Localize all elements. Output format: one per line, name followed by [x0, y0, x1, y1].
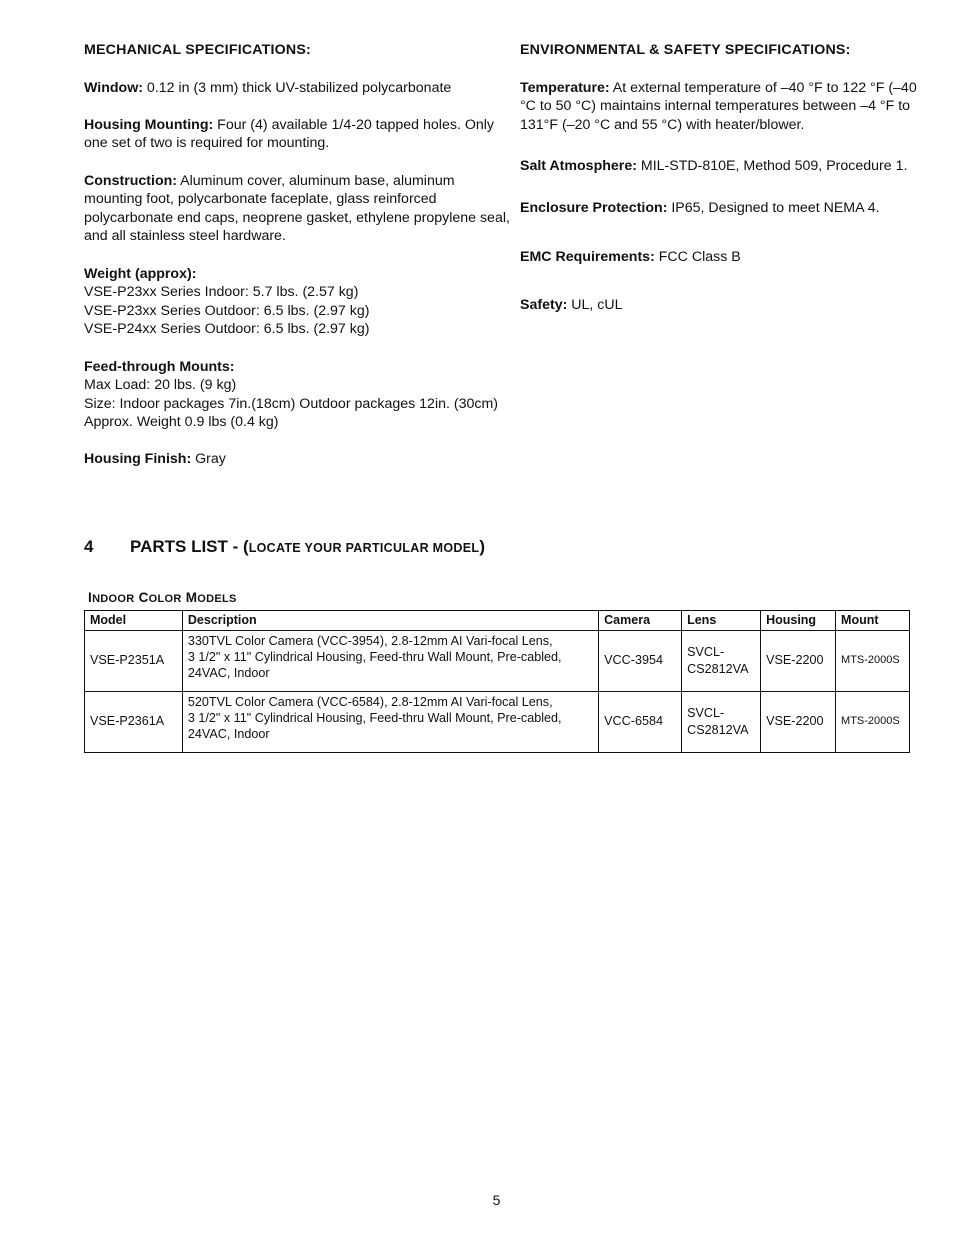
spec-text: IP65, Designed to meet NEMA 4. — [667, 199, 880, 216]
spec-label: Window: — [84, 79, 143, 96]
spec-label: Housing Finish: — [84, 451, 192, 468]
cell-description — [182, 630, 598, 691]
table-title-rest: NDOOR — [92, 593, 135, 605]
cell-mount: MTS-2000S — [836, 630, 910, 691]
table-title — [88, 590, 237, 605]
column-header: Lens — [682, 611, 761, 631]
cell-camera: VCC-3954 — [599, 630, 682, 691]
cell-model: VSE-P2351A — [85, 630, 183, 691]
spec-label: Housing Mounting: — [84, 116, 214, 133]
table-title-initial: M — [185, 590, 198, 605]
spec-salt-atmosphere — [520, 157, 920, 176]
spec-temperature — [520, 79, 920, 135]
spec-housing-mounting — [84, 116, 514, 153]
spec-text: 0.12 in (3 mm) thick UV-stabilized polycarbonate — [142, 79, 452, 96]
section-title: PARTS LIST - — [130, 537, 244, 556]
description-line: 24VAC, Indoor — [187, 727, 270, 741]
section-number: 4 — [84, 537, 94, 556]
description-line: 3 1/2" x 11" Cylindrical Housing, Feed-thru Wall Mount, Pre-cabled, — [187, 710, 562, 725]
spec-text: Aluminum cover, aluminum base, aluminum mounting foot, polycarbonate faceplate, glass reinforced polycarbonate end caps, neoprene gasket, ethylene propylene seal, and all stainless steel hardware. — [84, 172, 510, 245]
table-row — [85, 691, 910, 752]
page-number: 5 — [492, 1192, 501, 1208]
environmental-specifications-section — [520, 41, 920, 338]
section-subtitle-open: ( — [243, 537, 249, 556]
spec-construction — [84, 172, 514, 246]
cell-model: VSE-P2361A — [85, 691, 183, 752]
description-line: 330TVL Color Camera (VCC-3954), 2.8-12mm AI Vari-focal Lens, — [187, 633, 553, 648]
spec-enclosure-protection — [520, 199, 920, 218]
spec-text: UL, cUL — [567, 297, 623, 314]
spec-text: Four (4) available 1/4-20 tapped holes. Only one set of two is required for mounting. — [84, 116, 494, 152]
column-header: Housing — [761, 611, 836, 631]
table-title-initial: C — [138, 590, 149, 605]
spec-window — [84, 79, 514, 98]
table-title-rest: OLOR — [148, 593, 182, 605]
description-line: 3 1/2" x 11" Cylindrical Housing, Feed-thru Wall Mount, Pre-cabled, — [187, 649, 562, 664]
spec-line: Max Load: 20 lbs. (9 kg) — [84, 377, 237, 394]
table-header-row — [85, 611, 910, 631]
parts-list-heading — [84, 537, 485, 557]
spec-label: Weight (approx): — [84, 265, 197, 282]
spec-label: Salt Atmosphere: — [520, 158, 637, 175]
spec-line: VSE-P23xx Series Indoor: 5.7 lbs. (2.57 kg) — [84, 284, 359, 301]
column-header: Description — [182, 611, 598, 631]
column-header: Camera — [599, 611, 682, 631]
section-subtitle: LOCATE YOUR PARTICULAR MODEL — [248, 541, 480, 555]
spec-label: Temperature: — [520, 79, 610, 96]
spec-text: MIL-STD-810E, Method 509, Procedure 1. — [636, 158, 908, 175]
parts-table — [84, 610, 910, 753]
lens-line: CS2812VA — [687, 722, 749, 737]
spec-label: Feed-through Mounts: — [84, 358, 235, 375]
spec-label: Construction: — [84, 172, 177, 189]
cell-mount: MTS-2000S — [836, 691, 910, 752]
cell-lens — [682, 691, 761, 752]
lens-line: SVCL- — [687, 645, 725, 659]
mechanical-heading: MECHANICAL SPECIFICATIONS: — [84, 42, 311, 58]
lens-line: CS2812VA — [687, 661, 749, 676]
column-header: Mount — [836, 611, 910, 631]
spec-line: VSE-P24xx Series Outdoor: 6.5 lbs. (2.97 kg) — [84, 321, 370, 338]
spec-text: At external temperature of –40 °F to 122 °F (–40 °C to 50 °C) maintains internal temperatures between –4 °F to 131°F (–20 °C and 55 °C) with heater/blower. — [520, 79, 917, 133]
column-header: Model — [85, 611, 183, 631]
section-subtitle-close: ) — [479, 537, 485, 556]
mechanical-specifications-section — [84, 41, 514, 488]
spec-weight — [84, 265, 514, 339]
environmental-heading: ENVIRONMENTAL & SAFETY SPECIFICATIONS: — [520, 42, 851, 58]
cell-lens — [682, 630, 761, 691]
description-line: 24VAC, Indoor — [187, 666, 270, 680]
spec-line: Size: Indoor packages 7in.(18cm) Outdoor packages 12in. (30cm) — [84, 395, 499, 412]
table-title-initial: I — [88, 590, 93, 605]
spec-emc-requirements — [520, 248, 920, 267]
spec-housing-finish — [84, 450, 514, 469]
table-title-rest: ODELS — [197, 593, 237, 605]
spec-text: Gray — [191, 451, 226, 468]
spec-line: Approx. Weight 0.9 lbs (0.4 kg) — [84, 414, 279, 431]
table-row — [85, 630, 910, 691]
description-line: 520TVL Color Camera (VCC-6584), 2.8-12mm AI Vari-focal Lens, — [187, 694, 553, 709]
cell-description — [182, 691, 598, 752]
lens-line: SVCL- — [687, 706, 725, 720]
spec-safety — [520, 296, 920, 315]
spec-label: Enclosure Protection: — [520, 199, 668, 216]
spec-line: VSE-P23xx Series Outdoor: 6.5 lbs. (2.97 kg) — [84, 302, 370, 319]
spec-label: Safety: — [520, 297, 568, 314]
spec-text: FCC Class B — [654, 248, 741, 265]
cell-camera: VCC-6584 — [599, 691, 682, 752]
spec-label: EMC Requirements: — [520, 248, 655, 265]
cell-housing: VSE-2200 — [761, 630, 836, 691]
spec-feed-through-mounts — [84, 358, 514, 432]
cell-housing: VSE-2200 — [761, 691, 836, 752]
